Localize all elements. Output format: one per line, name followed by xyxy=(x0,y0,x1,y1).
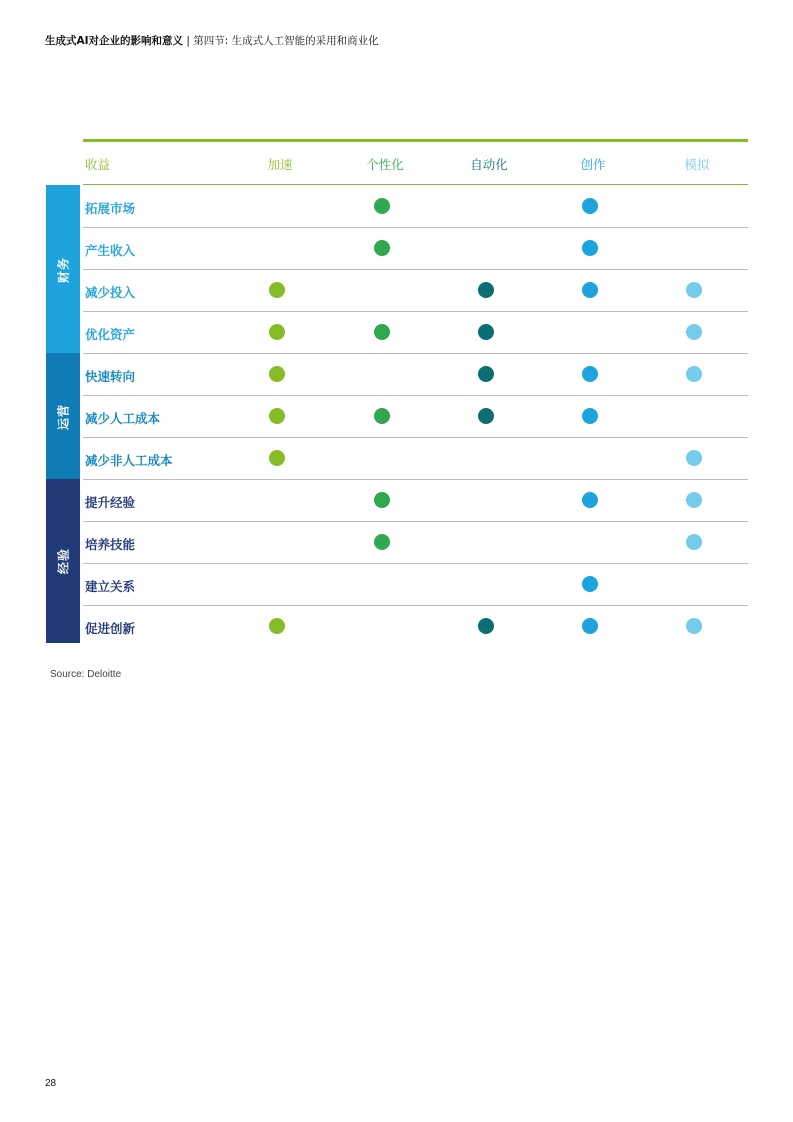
column-header: 个性化 xyxy=(366,157,404,172)
benefit-dot xyxy=(374,492,390,508)
column-header: 加速 xyxy=(267,157,293,172)
benefit-dot xyxy=(686,492,702,508)
benefit-dot xyxy=(686,366,702,382)
benefit-dot xyxy=(478,618,494,634)
benefit-dot xyxy=(582,240,598,256)
benefit-dot xyxy=(582,282,598,298)
table-row xyxy=(83,437,748,480)
benefit-dot xyxy=(686,534,702,550)
table-row xyxy=(83,563,748,606)
table-row xyxy=(83,605,748,647)
row-label: 拓展市场 xyxy=(85,201,136,216)
benefit-dot xyxy=(374,198,390,214)
row-label: 建立关系 xyxy=(85,579,136,594)
benefit-dot xyxy=(269,366,285,382)
benefit-dot xyxy=(478,282,494,298)
benefit-dot xyxy=(269,282,285,298)
category-label: 运营 xyxy=(56,403,71,430)
row-label: 培养技能 xyxy=(85,537,136,552)
column-header: 创作 xyxy=(580,157,606,172)
benefit-dot xyxy=(269,324,285,340)
benefit-dot xyxy=(686,324,702,340)
table-row xyxy=(83,353,748,396)
benefit-dot xyxy=(374,534,390,550)
category-label: 财务 xyxy=(56,256,71,283)
table-row xyxy=(83,479,748,522)
page-number: 28 xyxy=(45,1078,57,1089)
row-label: 减少投入 xyxy=(85,285,136,300)
row-label: 促进创新 xyxy=(85,621,136,636)
benefit-dot xyxy=(269,408,285,424)
row-label: 快速转向 xyxy=(85,369,136,384)
benefit-dot xyxy=(582,198,598,214)
category-block xyxy=(46,185,80,354)
row-label: 产生收入 xyxy=(85,243,136,258)
table-row xyxy=(83,269,748,312)
benefit-dot xyxy=(582,408,598,424)
column-header: 模拟 xyxy=(684,157,710,172)
benefit-dot xyxy=(269,618,285,634)
category-block xyxy=(46,479,80,643)
table-row xyxy=(83,185,748,228)
table-top-rule xyxy=(83,139,748,142)
row-label: 优化资产 xyxy=(85,327,136,342)
category-label: 经验 xyxy=(56,547,71,575)
source-note: Source: Deloitte xyxy=(50,669,122,680)
benefit-dot xyxy=(686,282,702,298)
benefit-dot xyxy=(478,366,494,382)
row-label: 提升经验 xyxy=(85,495,136,510)
column-header: 收益 xyxy=(85,157,111,172)
header-separator: | xyxy=(183,35,194,47)
column-header: 自动化 xyxy=(470,157,508,172)
benefit-dot xyxy=(582,366,598,382)
table-row xyxy=(83,395,748,438)
benefit-dot xyxy=(686,618,702,634)
section-title: 第四节: 生成式人工智能的采用和商业化 xyxy=(193,35,379,47)
benefit-dot xyxy=(582,492,598,508)
benefit-dot xyxy=(374,408,390,424)
benefit-dot xyxy=(582,576,598,592)
document-title: 生成式AI对企业的影响和意义 xyxy=(45,35,184,47)
benefit-dot xyxy=(374,240,390,256)
category-block xyxy=(46,353,80,480)
table-row xyxy=(83,521,748,564)
row-label: 减少人工成本 xyxy=(85,411,161,426)
table-row xyxy=(83,227,748,270)
benefit-dot xyxy=(374,324,390,340)
benefit-dot xyxy=(269,450,285,466)
table-row xyxy=(83,311,748,354)
benefit-dot xyxy=(478,408,494,424)
running-header xyxy=(45,33,379,48)
row-label: 减少非人工成本 xyxy=(85,453,173,468)
benefit-dot xyxy=(478,324,494,340)
benefit-dot xyxy=(686,450,702,466)
benefit-dot xyxy=(582,618,598,634)
